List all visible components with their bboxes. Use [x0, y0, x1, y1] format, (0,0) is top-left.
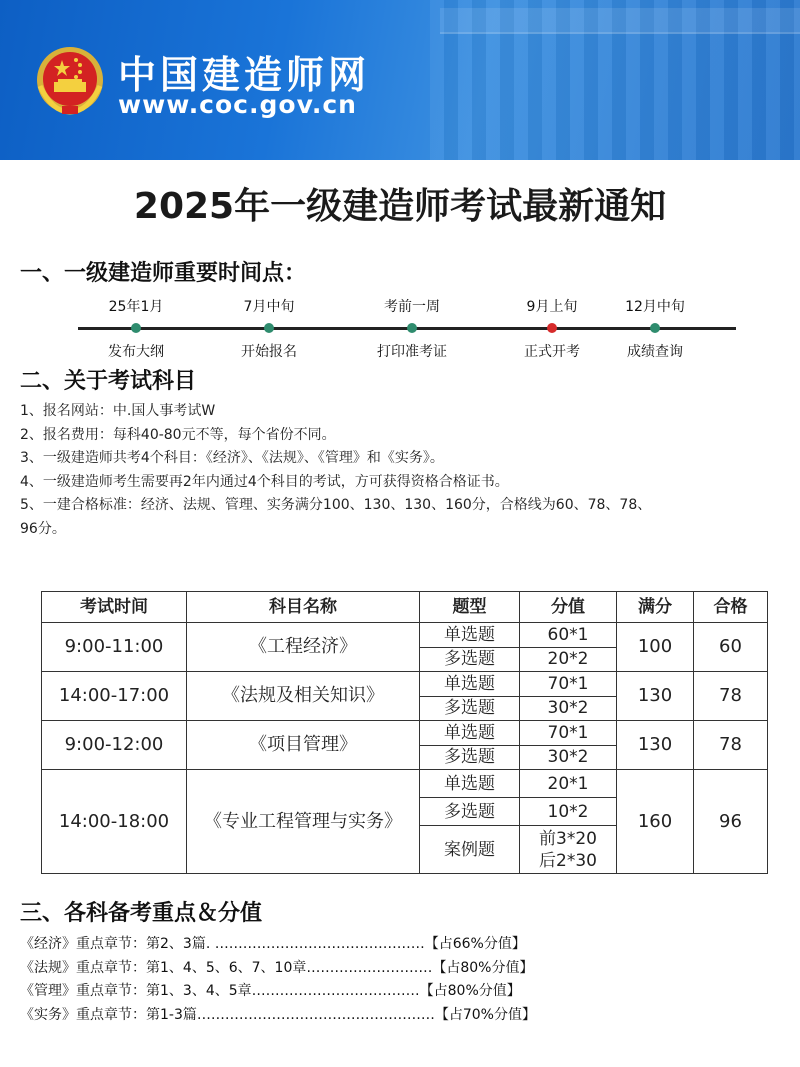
timeline-dot: [131, 323, 141, 333]
score-cell: 20*2: [520, 647, 617, 672]
type-cell: 多选题: [420, 647, 520, 672]
timeline-event: 打印准考证: [377, 344, 447, 360]
site-name: 中国建造师网: [118, 53, 371, 97]
note-item: 96分。: [20, 520, 66, 537]
full-score-cell: 130: [617, 721, 694, 770]
timeline-date: 12月中旬: [625, 299, 685, 315]
pass-score-cell: 78: [694, 721, 768, 770]
prep-item: 《实务》重点章节：第1-3篇……………………………………………【占70%分值】: [20, 1006, 536, 1023]
note-item: 2、报名费用：每科40-80元不等，每个省份不同。: [20, 426, 336, 443]
table-row: [42, 623, 768, 648]
type-cell: 多选题: [420, 696, 520, 721]
timeline-point: [76, 296, 196, 361]
subject-cell: 《法规及相关知识》: [187, 672, 420, 721]
pass-score-cell: 96: [694, 770, 768, 874]
page-title: 2025年一级建造师考试最新通知: [133, 186, 667, 227]
timeline-point: [595, 296, 715, 361]
timeline-date: 考前一周: [384, 299, 440, 315]
pass-score-cell: 60: [694, 623, 768, 672]
header-cell: 分值: [520, 592, 617, 623]
score-cell: 70*1: [520, 672, 617, 697]
building-roof: [440, 8, 800, 34]
note-item: 5、一建合格标准：经济、法规、管理、实务满分100、130、130、160分，合格线为60、78、78、: [20, 497, 652, 513]
prep-item: 《法规》重点章节：第1、4、5、6、7、10章………………………【占80%分值】: [20, 959, 534, 976]
time-cell: 14:00-17:00: [42, 672, 187, 721]
type-cell: 单选题: [420, 672, 520, 697]
table-row: [42, 672, 768, 697]
timeline-point: [352, 296, 472, 361]
table-header-row: [42, 592, 768, 623]
timeline-dot: [650, 323, 660, 333]
note-item: 1、报名网站：中.国人事考试W: [20, 403, 216, 419]
section2-heading: 二、关于考试科目: [20, 369, 197, 394]
timeline-dot: [407, 323, 417, 333]
score-cell: 30*2: [520, 696, 617, 721]
timeline-event: 成绩查询: [627, 344, 683, 360]
timeline-event: 发布大纲: [108, 344, 164, 360]
exam-schedule-table: [41, 591, 768, 874]
note-item: 4、一级建造师考生需要再2年内通过4个科目的考试，方可获得资格合格证书。: [20, 473, 509, 490]
timeline-point: [492, 296, 612, 361]
site-url[interactable]: www.coc.gov.cn: [118, 90, 357, 119]
score-cell: 10*2: [520, 798, 617, 826]
timeline-event: 开始报名: [241, 344, 297, 360]
header-cell: 题型: [420, 592, 520, 623]
subject-cell: 《项目管理》: [187, 721, 420, 770]
timeline: [78, 296, 738, 366]
score-line: 前3*20: [539, 828, 597, 849]
header-cell: 合格: [694, 592, 768, 623]
header-banner: [0, 0, 800, 160]
time-cell: 9:00-11:00: [42, 623, 187, 672]
subject-cell: 《专业工程管理与实务》: [187, 770, 420, 874]
timeline-event: 正式开考: [524, 344, 580, 360]
header-cell: 满分: [617, 592, 694, 623]
type-cell: 单选题: [420, 721, 520, 746]
timeline-date: 25年1月: [108, 299, 164, 315]
timeline-dot-highlight: [547, 323, 557, 333]
type-cell: 多选题: [420, 798, 520, 826]
prep-key-points: [20, 933, 790, 1027]
score-cell: 30*2: [520, 745, 617, 770]
score-line: 后2*30: [539, 850, 597, 871]
section1-heading: 一、一级建造师重要时间点：: [20, 261, 307, 286]
time-cell: 9:00-12:00: [42, 721, 187, 770]
score-cell: [520, 826, 617, 874]
score-cell: 60*1: [520, 623, 617, 648]
type-cell: 单选题: [420, 623, 520, 648]
time-cell: 14:00-18:00: [42, 770, 187, 874]
section3-heading: 三、各科备考重点＆分值: [20, 901, 263, 926]
subject-cell: 《工程经济》: [187, 623, 420, 672]
national-emblem-icon: [32, 46, 108, 118]
type-cell: 单选题: [420, 770, 520, 798]
timeline-date: 9月上旬: [526, 299, 578, 315]
type-cell: 多选题: [420, 745, 520, 770]
full-score-cell: 160: [617, 770, 694, 874]
pass-score-cell: 78: [694, 672, 768, 721]
note-item: 3、一级建造师共考4个科目：《经济》、《法规》、《管理》和《实务》。: [20, 450, 444, 466]
prep-item: 《经济》重点章节：第2、3篇. ………………………………………【占66%分值】: [20, 936, 526, 952]
table-row: [42, 770, 768, 798]
prep-item: 《管理》重点章节：第1、3、4、5章………………………………【占80%分值】: [20, 983, 521, 999]
score-cell: 20*1: [520, 770, 617, 798]
table-row: [42, 721, 768, 746]
full-score-cell: 130: [617, 672, 694, 721]
timeline-date: 7月中旬: [243, 299, 295, 315]
score-cell: 70*1: [520, 721, 617, 746]
exam-notes: [20, 400, 790, 541]
full-score-cell: 100: [617, 623, 694, 672]
type-cell: 案例题: [420, 826, 520, 874]
header-cell: 科目名称: [187, 592, 420, 623]
timeline-point: [209, 296, 329, 361]
timeline-dot: [264, 323, 274, 333]
header-cell: 考试时间: [42, 592, 187, 623]
